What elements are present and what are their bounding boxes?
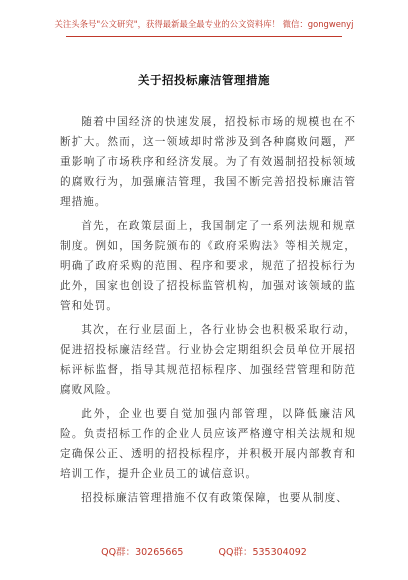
paragraph: 随着中国经济的快速发展，招投标市场的规模也在不断扩大。然而，这一领域却时常涉及到各种腐败问题，严重影响了市场秩序和经济发展。为了有效遏制招投标领域的腐败行为，加强廉洁管理，我国不断完善招投标廉洁管理措施。: [60, 116, 356, 208]
footer: [0, 544, 408, 558]
document-body: [60, 112, 356, 512]
paragraph: 首先，在政策层面上，我国制定了一系列法规和规章制度。例如，国务院颁布的《政府采购法》等相关规定，明确了政府采购的范围、程序和要求，规范了招投标行为此外，国家也创设了招投标监管机构，加强对该领域的监管和处罚。: [60, 220, 356, 312]
paragraph: 招投标廉洁管理措施不仅有政策保障，也要从制度、: [81, 492, 348, 504]
footer-qq-group-1: QQ群：30265665: [101, 547, 184, 558]
header-banner: 关注头条号"公文研究"，获得最新最全最专业的公文资料库！ 微信：gongwenyj: [54, 19, 354, 29]
header-divider: [66, 36, 342, 37]
paragraph: 此外，企业也要自觉加强内部管理，以降低廉洁风险。负责招标工作的企业人员应该严格遵守相关法规和规定确保公正、透明的招投标程序，并积极开展内部教育和培训工作，提升企业员工的诚信意识。: [60, 408, 356, 480]
paragraph: 其次，在行业层面上，各行业协会也积极采取行动，促进招投标廉洁经营。行业协会定期组织会员单位开展招标评标监督，指导其规范招标程序、加强经营管理和防范腐败风险。: [60, 324, 356, 396]
footer-qq-group-2: QQ群：535304092: [218, 547, 307, 558]
document-title: 关于招投标廉洁管理措施: [138, 73, 270, 87]
